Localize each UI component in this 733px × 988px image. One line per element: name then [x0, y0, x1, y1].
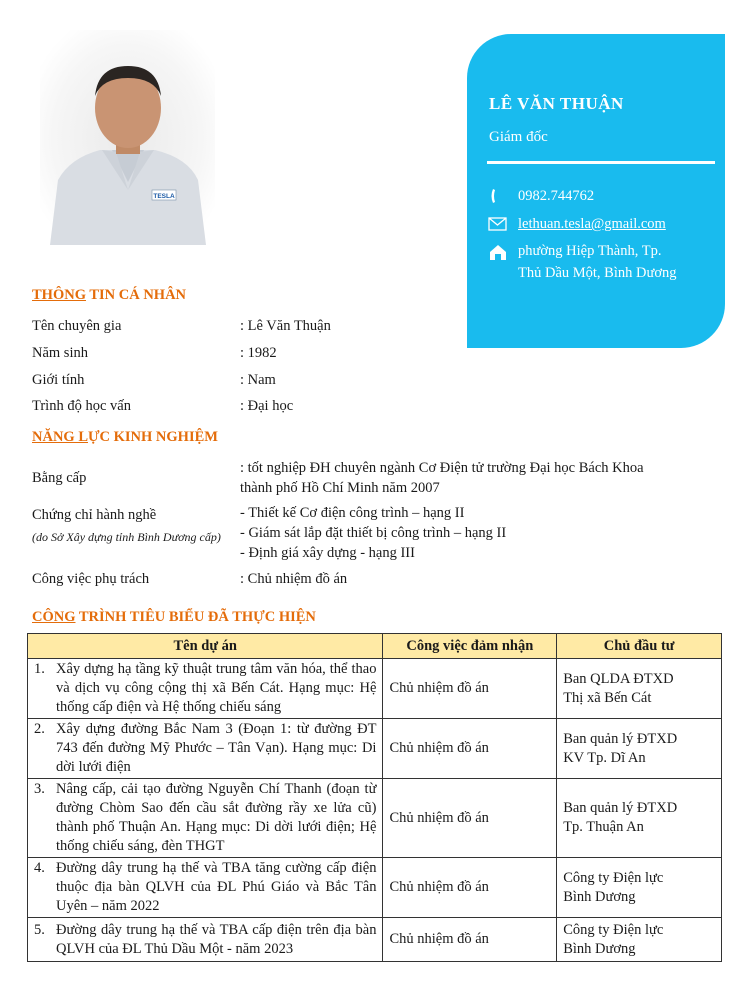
- project-owner-line: Công ty Điện lực: [563, 921, 664, 938]
- project-name-cell: [28, 659, 383, 719]
- project-number: 1.: [34, 661, 45, 677]
- project-name: Nâng cấp, cải tạo đường Nguyễn Chí Thanh (đoạn từ đường Chòm Sao đến cầu sắt đường rầy xe lửa cũ) thành phố Thuận An. Hạng mục: Di dời lưới điện; Hệ thống chiếu sáng, đèn THGT: [56, 781, 377, 854]
- education-value: : Đại học: [240, 398, 294, 414]
- project-name-cell: [28, 858, 383, 918]
- birth-year-label: Năm sinh: [32, 345, 88, 361]
- projects-table: [27, 633, 722, 962]
- project-name: Xây dựng đường Bắc Nam 3 (Đoạn 1: từ đường ĐT 743 đến đường Mỹ Phước – Tân Vạn). Hạng mục: Di dời lưới điện: [56, 721, 377, 775]
- degree-label: Bằng cấp: [32, 470, 87, 486]
- projects-heading-underlined: CÔNG: [32, 609, 76, 625]
- certificate-item: - Thiết kế Cơ điện công trình – hạng II: [240, 505, 465, 521]
- project-name-cell: [28, 779, 383, 858]
- project-owner-line: Ban quản lý ĐTXD: [563, 730, 678, 747]
- project-number: 3.: [34, 781, 45, 797]
- project-number: 5.: [34, 921, 45, 938]
- table-row: [28, 779, 722, 858]
- project-name-cell: [28, 918, 383, 962]
- profile-photo: [40, 30, 215, 245]
- project-number: 2.: [34, 721, 45, 737]
- expert-name-value: : Lê Văn Thuận: [240, 318, 331, 334]
- certificate-item: - Giám sát lắp đặt thiết bị công trình – hạng II: [240, 525, 507, 541]
- column-header-project: Tên dự án: [28, 634, 383, 659]
- portrait-illustration: [40, 30, 215, 245]
- certificate-item: - Định giá xây dựng - hạng III: [240, 545, 415, 561]
- table-row: [28, 659, 722, 719]
- project-owner-line: Công ty Điện lực: [563, 869, 664, 886]
- project-role: Chủ nhiệm đồ án: [383, 858, 557, 918]
- table-header-row: [28, 634, 722, 659]
- table-row: [28, 858, 722, 918]
- project-role: Chủ nhiệm đồ án: [383, 659, 557, 719]
- certificate-issuer-note: (do Sở Xây dựng tỉnh Bình Dương cấp): [32, 530, 221, 544]
- table-row: [28, 918, 722, 962]
- person-name: LÊ VĂN THUẬN: [489, 94, 624, 113]
- project-owner-cell: [557, 858, 722, 918]
- home-address-icon: [487, 242, 509, 262]
- project-number: 4.: [34, 860, 45, 876]
- personal-info-heading-rest: TIN CÁ NHÂN: [85, 287, 187, 303]
- degree-value-line-1: : tốt nghiệp ĐH chuyên ngành Cơ Điện tử trường Đại học Bách Khoa: [240, 460, 644, 476]
- project-owner-line: Thị xã Bến Cát: [563, 689, 652, 706]
- birth-year-value: : 1982: [240, 345, 277, 361]
- project-owner-cell: [557, 779, 722, 858]
- degree-value-line-2: thành phố Hồ Chí Minh năm 2007: [240, 480, 440, 496]
- phone-number: 0982.744762: [518, 188, 595, 204]
- project-role: Chủ nhiệm đồ án: [383, 719, 557, 779]
- project-role: Chủ nhiệm đồ án: [383, 918, 557, 962]
- project-owner-line: Bình Dương: [563, 888, 636, 905]
- project-role: Chủ nhiệm đồ án: [383, 779, 557, 858]
- personal-info-heading-underlined: THÔNG: [32, 287, 86, 303]
- project-name: Xây dựng hạ tầng kỹ thuật trung tâm văn hóa, thể thao và dịch vụ công cộng thị xã Bến Cát. Hạng mục: Hệ thống cấp điện và Hệ thống chiếu sáng: [56, 661, 377, 715]
- contact-card: [467, 34, 725, 348]
- job-label: Công việc phụ trách: [32, 571, 150, 587]
- project-name: Đường dây trung hạ thế và TBA cấp điện trên địa bàn QLVH của ĐL Thủ Dầu Một - năm 2023: [56, 921, 377, 957]
- project-name-cell: [28, 719, 383, 779]
- email-icon: [487, 214, 509, 234]
- person-role: Giám đốc: [489, 129, 548, 145]
- table-row: [28, 719, 722, 779]
- project-owner-line: KV Tp. Dĩ An: [563, 749, 646, 766]
- shirt-badge: TESLA: [153, 193, 175, 200]
- address-line-1: phường Hiệp Thành, Tp.: [518, 243, 662, 259]
- project-owner-cell: [557, 719, 722, 779]
- project-owner-cell: [557, 659, 722, 719]
- education-label: Trình độ học vấn: [32, 398, 131, 414]
- column-header-role: Công việc đảm nhận: [383, 634, 557, 659]
- job-value: : Chủ nhiệm đồ án: [240, 571, 348, 587]
- project-owner-line: Bình Dương: [563, 940, 636, 957]
- personal-info-heading: [32, 287, 186, 304]
- experience-heading-rest: ỰC KINH NGHIỆM: [88, 429, 218, 445]
- email-link[interactable]: lethuan.tesla@gmail.com: [518, 216, 666, 232]
- phone-icon: [487, 186, 509, 206]
- project-owner-line: Ban QLDA ĐTXD: [563, 670, 674, 687]
- experience-heading-underlined: NĂNG L: [32, 429, 88, 445]
- certificate-label: Chứng chỉ hành nghề: [32, 507, 157, 523]
- experience-heading: [32, 429, 218, 446]
- project-owner-line: Tp. Thuận An: [563, 819, 644, 835]
- gender-label: Giới tính: [32, 372, 85, 388]
- project-owner-cell: [557, 918, 722, 962]
- address-line-2: Thủ Dầu Một, Bình Dương: [518, 265, 677, 281]
- column-header-owner: Chủ đầu tư: [557, 634, 722, 659]
- project-owner-line: Ban quản lý ĐTXD: [563, 800, 678, 816]
- card-divider: [487, 161, 715, 164]
- projects-heading: [32, 609, 316, 626]
- gender-value: : Nam: [240, 372, 276, 388]
- project-name: Đường dây trung hạ thế và TBA tăng cường cấp điện thuộc địa bàn QLVH của ĐL Phú Giáo và Bắc Tân Uyên – năm 2022: [56, 860, 377, 914]
- expert-name-label: Tên chuyên gia: [32, 318, 122, 334]
- projects-heading-rest: TRÌNH TIÊU BIỂU ĐÃ THỰC HIỆN: [75, 609, 316, 625]
